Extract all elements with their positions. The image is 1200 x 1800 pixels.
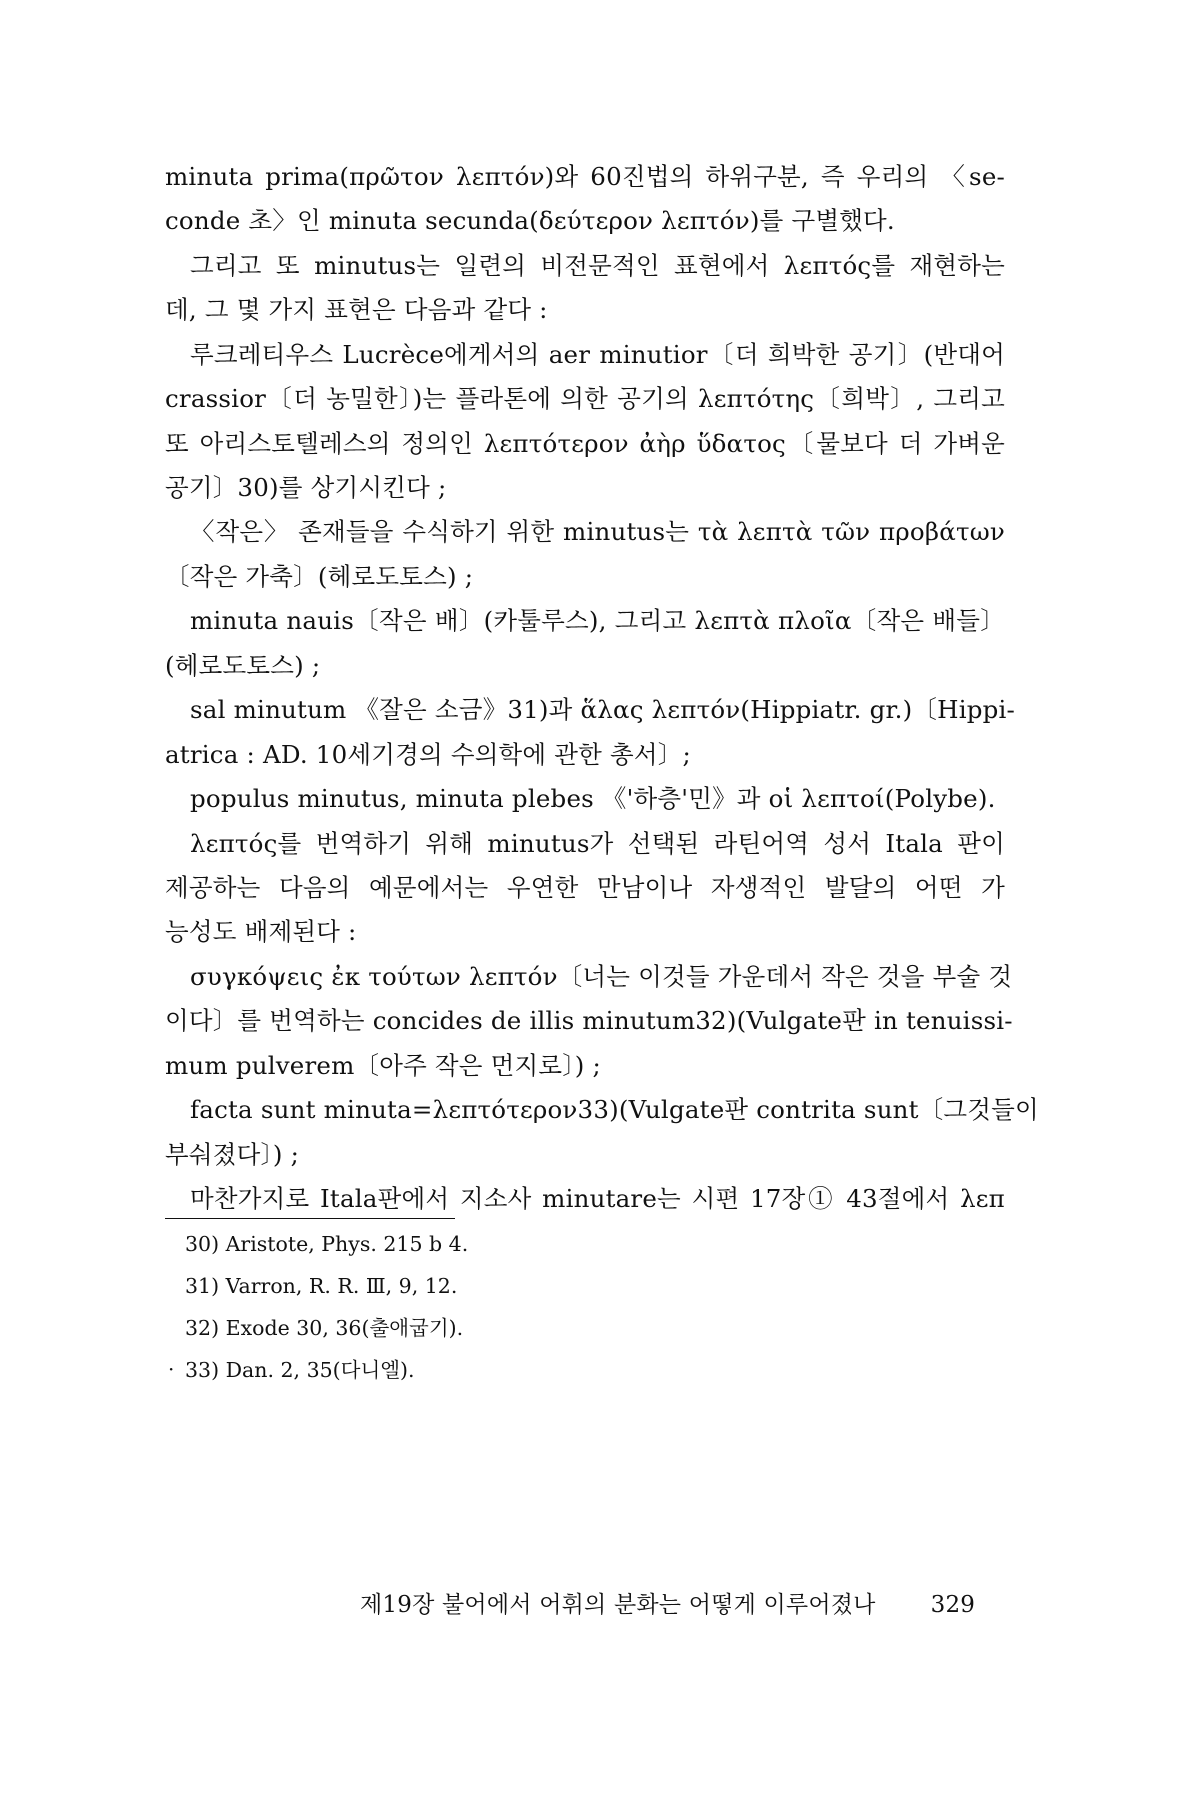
body-line: 〈작은〉 존재들을 수식하기 위한 minutus는 τὰ λεπτὰ τῶν προβάτων <box>190 517 1005 546</box>
body-line: facta sunt minuta=λεπτότερον33)(Vulgate판 contrita sunt〔그것들이 <box>190 1095 1039 1124</box>
footnote-rule <box>165 1218 455 1219</box>
body-line: 〔작은 가축〕(헤로도토스) ; <box>165 562 474 591</box>
body-line: (헤로도토스) ; <box>165 651 321 680</box>
footnote-margin-mark: · <box>168 1357 175 1381</box>
body-line: populus minutus, minuta plebes 《'하층'민》과 οἱ λεπτοί(Polybe). <box>190 784 996 813</box>
body-line: συγκόψεις ἐκ τούτων λεπτόν〔너는 이것들 가운데서 작은 것을 부술 것 <box>190 962 1013 991</box>
body-line: minuta nauis〔작은 배〕(카툴루스), 그리고 λεπτὰ πλοῖα〔작은 배들〕 <box>190 606 1005 635</box>
body-line: crassior〔더 농밀한〕)는 플라톤에 의한 공기의 λεπτότης〔희박〕, 그리고 <box>165 384 1005 413</box>
body-line: conde 초〉인 minuta secunda(δεύτερον λεπτόν)를 구별했다. <box>165 206 895 235</box>
body-line: 루크레티우스 Lucrèce에게서의 aer minutior〔더 희박한 공기〕(반대어 <box>190 340 1005 369</box>
footnote: 32) Exode 30, 36(출애굽기). <box>185 1316 464 1340</box>
footnote: 31) Varron, R. R. Ⅲ, 9, 12. <box>185 1274 458 1298</box>
body-line: 데, 그 몇 가지 표현은 다음과 같다 : <box>165 295 548 324</box>
page-number: 329 <box>930 1592 976 1618</box>
body-line: λεπτός를 번역하기 위해 minutus가 선택된 라틴어역 성서 Itala 판이 <box>190 829 1005 858</box>
body-line: 제공하는 다음의 예문에서는 우연한 만남이나 자생적인 발달의 어떤 가 <box>165 873 1005 902</box>
body-line: 마찬가지로 Itala판에서 지소사 minutare는 시편 17장① 43절에서 λεπ <box>190 1184 1005 1213</box>
body-line: 능성도 배제된다 : <box>165 917 357 946</box>
body-line: sal minutum 《잘은 소금》31)과 ἅλας λεπτόν(Hippiatr. gr.)〔Hippi- <box>190 695 1016 724</box>
footnote: 30) Aristote, Phys. 215 b 4. <box>185 1232 469 1256</box>
body-line: atrica : AD. 10세기경의 수의학에 관한 총서〕; <box>165 740 691 769</box>
body-line: 공기〕30)를 상기시킨다 ; <box>165 473 447 502</box>
body-line: 이다〕를 번역하는 concides de illis minutum32)(Vulgate판 in tenuissi- <box>165 1006 1013 1035</box>
body-line: 그리고 또 minutus는 일련의 비전문적인 표현에서 λεπτός를 재현하는 <box>190 251 1005 280</box>
footnote: 33) Dan. 2, 35(다니엘). <box>185 1358 415 1382</box>
page-footer <box>360 1590 976 1620</box>
body-line: minuta prima(πρῶτον λεπτόν)와 60진법의 하위구분, 즉 우리의 〈se- <box>165 162 1005 191</box>
running-head: 제19장 불어에서 어휘의 분화는 어떻게 이루어졌나 <box>360 1592 876 1618</box>
body-line: mum pulverem〔아주 작은 먼지로〕) ; <box>165 1051 601 1080</box>
body-line: 부숴졌다〕) ; <box>165 1140 300 1169</box>
body-line: 또 아리스토텔레스의 정의인 λεπτότερον ἀὴρ ὕδατος〔물보다 더 가벼운 <box>165 429 1005 458</box>
